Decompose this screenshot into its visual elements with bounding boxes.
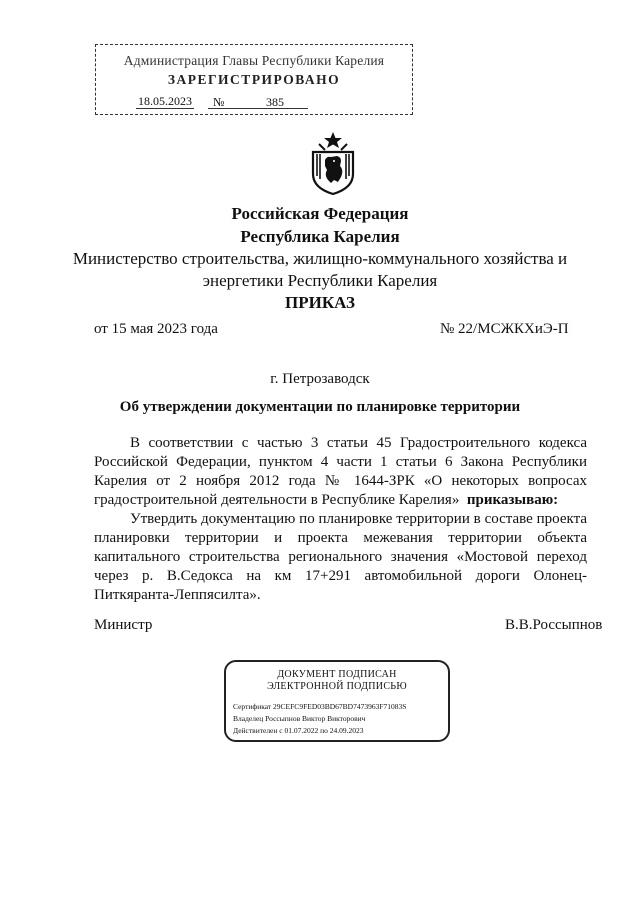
- order-number: № 22/МСЖКХиЭ-П: [440, 321, 569, 337]
- order-paragraph-2: Утвердить документацию по планировке территории в составе проекта планировки территории и проекта межевания территории объекта капитального строительства регионального значения «Мостовой переход через р. В.Седокса на км 17+291 автомобильной дороги Олонец-Питкяранта-Леппясилта».: [94, 511, 587, 603]
- signature-certificate: Сертификат 29CEFC9FED03BD67BD7473963F71083S: [233, 702, 407, 711]
- header-doc-type: ПРИКАЗ: [285, 293, 355, 312]
- registration-stamp: [95, 44, 413, 115]
- order-paragraph-1-text: В соответствии с частью 3 статьи 45 Градостроительного кодекса Российской Федерации, пунктом 4 части 1 статьи 6 Закона Республики Карелия от 2 ноября 2012 года № 1644-ЗРК «О некоторых вопросах градостроительной деятельности в Республике Карелия»: [94, 435, 587, 508]
- signature-validity: Действителен с 01.07.2022 по 24.09.2023: [233, 726, 364, 735]
- registration-stamp-date: 18.05.2023: [138, 94, 192, 108]
- order-subject: Об утверждении документации по планировке территории: [119, 399, 521, 415]
- registration-stamp-authority: Администрация Главы Республики Карелия: [123, 53, 385, 68]
- karelia-coat-of-arms-icon: [303, 130, 363, 196]
- registration-stamp-number-label: №: [213, 95, 225, 109]
- order-paragraph-1: [94, 434, 587, 510]
- signatory-position: Министр: [94, 617, 153, 633]
- order-date: от 15 мая 2023 года: [94, 321, 218, 337]
- header-country: Российская Федерация: [231, 204, 409, 223]
- electronic-signature-stamp: [224, 660, 450, 742]
- registration-stamp-number: 385: [266, 95, 284, 109]
- registration-stamp-status: ЗАРЕГИСТРИРОВАНО: [167, 72, 341, 87]
- header-republic: Республика Карелия: [240, 227, 400, 246]
- signatory-name: В.В.Россыпнов: [505, 617, 603, 633]
- registration-stamp-underline: [208, 108, 308, 109]
- order-city: г. Петрозаводск: [270, 371, 370, 387]
- signature-stamp-title-1: ДОКУМЕНТ ПОДПИСАН: [277, 669, 397, 680]
- order-body: [94, 434, 587, 605]
- header-ministry-line1: Министерство строительства, жилищно-коммунального хозяйства и: [72, 249, 568, 268]
- header-ministry-line2: энергетики Республики Карелия: [202, 271, 438, 290]
- signature-stamp-title-2: ЭЛЕКТРОННОЙ ПОДПИСЬЮ: [267, 681, 407, 692]
- order-directive: приказываю:: [466, 492, 559, 508]
- signature-owner: Владелец Россыпнов Виктор Викторович: [233, 714, 366, 723]
